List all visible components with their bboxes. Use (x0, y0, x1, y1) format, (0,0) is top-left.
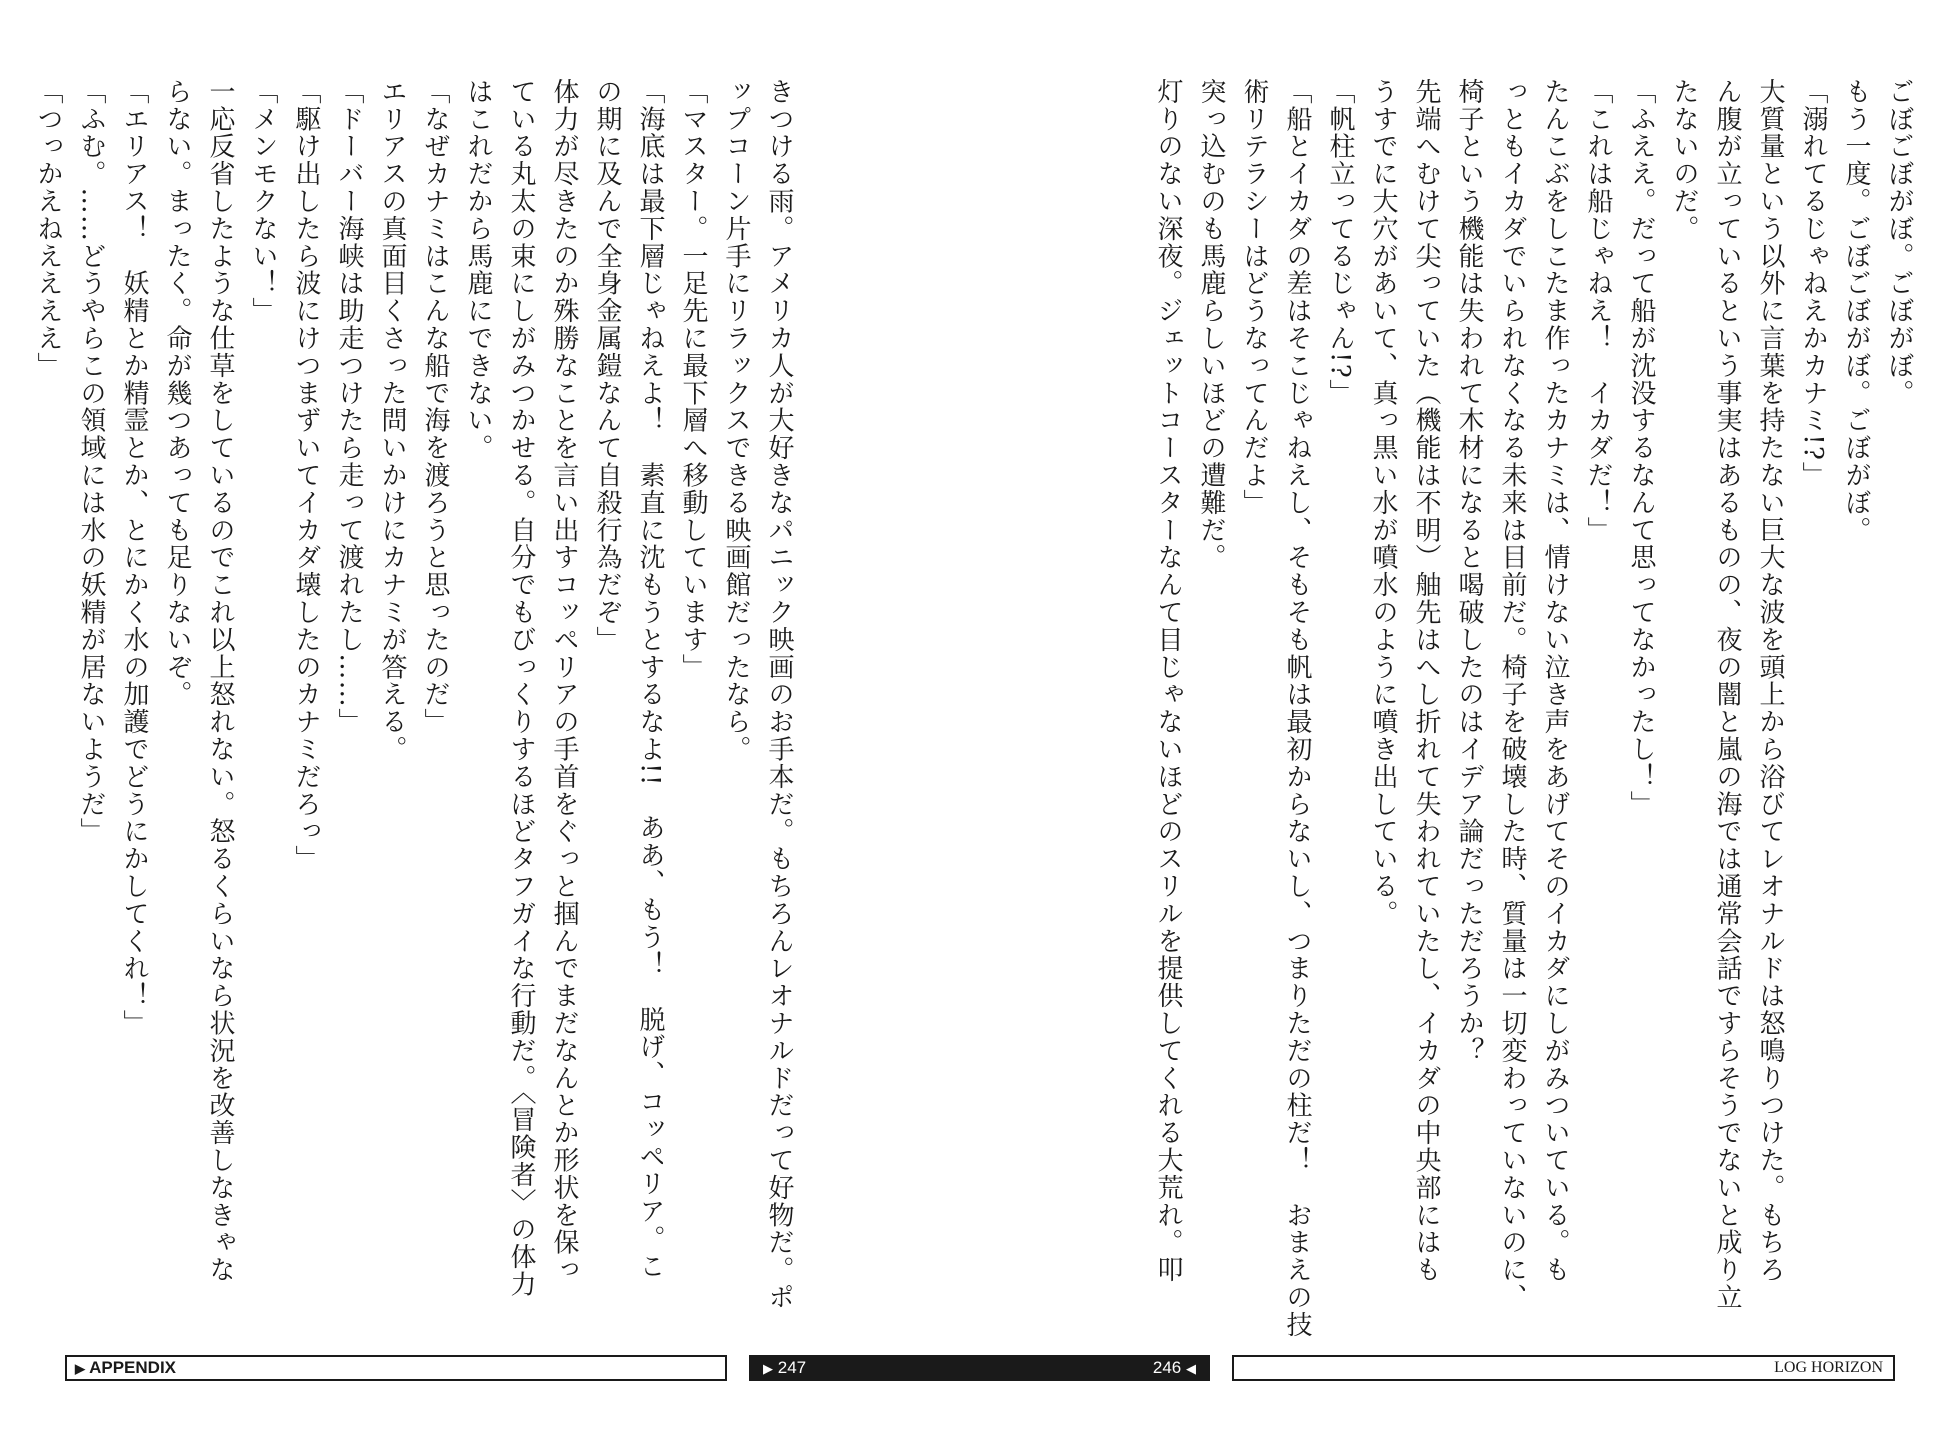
text-line: っともイカダでいられなくなる未来は目前だ。椅子を破壊した時、質量は一切変わっていないのに、 (1497, 78, 1527, 1311)
text-line: 先端へむけて尖っていた（機能は不明）舳先はへし折れて失われていたし、イカダの中央部にはも (1411, 78, 1441, 1284)
text-line: 椅子という機能は失われて木材になると喝破したのはイデア論だっただろうか？ (1454, 78, 1484, 1065)
arrow-right-icon: ▶ (763, 1361, 773, 1376)
text-line: 「船とイカダの差はそこじゃねえし、そもそも帆は最初からないし、つまりただの柱だ！ おまえの技 (1282, 78, 1312, 1339)
text-line: ん腹が立っているという事実はあるものの、夜の闇と嵐の海では通常会話ですらそうでないと成り立 (1712, 78, 1742, 1311)
right-page-text (1153, 78, 1920, 1339)
text-line: ている丸太の束にしがみつかせる。自分でもびっくりするほどタフガイな行動だ。〈冒険者〉の体力 (506, 78, 536, 1298)
right-page (980, 0, 1960, 1438)
footer-left-page-number (749, 1355, 980, 1381)
text-line: 灯りのない深夜。ジェットコースターなんて目じゃないほどのスリルを提供してくれる大荒れ。叩 (1153, 78, 1183, 1284)
text-line: 「これは船じゃねえ！ イカダだ！」 (1583, 78, 1613, 544)
text-line: 「マスター。一足先に最下層へ移動しています」 (678, 78, 708, 681)
text-line: ップコーン片手にリラックスできる映画館だったなら。 (721, 78, 751, 763)
text-line: もう一度。ごぼごぼがぼ。ごぼがぼ。 (1841, 78, 1871, 544)
text-line: 「ドーバー海峡は助走つけたら走って渡れたし……」 (334, 78, 364, 736)
text-line: はこれだから馬鹿にできない。 (463, 78, 493, 462)
text-line: の期に及んで全身金属鎧なんて自殺行為だぞ」 (592, 78, 622, 654)
text-line: 「エリアス！ 妖精とか精霊とか、とにかく水の加護でどうにかしてくれ！」 (119, 78, 149, 1037)
arrow-right-icon: ▶ (75, 1361, 85, 1376)
text-line: 「溺れてるじゃねえかカナミ!?」 (1798, 78, 1828, 489)
text-line: 「駆け出したら波にけつまずいてイカダ壊したのカナミだろっ」 (291, 78, 321, 873)
page-number-246: 246 (1152, 1358, 1182, 1377)
footer-right-page-number (980, 1355, 1210, 1381)
book-title-label: LOG HORIZON (1774, 1359, 1883, 1376)
text-line: ごぼごぼがぼ。ごぼがぼ。 (1884, 78, 1914, 407)
text-line: 体力が尽きたのか殊勝なことを言い出すコッペリアの手首をぐっと掴んでまだなんとか形状を保っ (549, 78, 579, 1284)
text-line: 突っ込むのも馬鹿らしいほどの遭難だ。 (1196, 78, 1226, 572)
text-line: 「メンモクない！」 (248, 78, 278, 325)
left-page-text (33, 78, 800, 1311)
text-line: 大質量という以外に言葉を持たない巨大な波を頭上から浴びてレオナルドは怒鳴りつけた。もちろ (1755, 78, 1785, 1284)
text-line: きつける雨。アメリカ人が大好きなパニック映画のお手本だ。もちろんレオナルドだって好物だ。ポ (764, 78, 794, 1311)
text-line: 「なぜカナミはこんな船で海を渡ろうと思ったのだ」 (420, 78, 450, 736)
page-number-247: 247 (777, 1358, 807, 1377)
text-line: 術リテラシーはどうなってんだよ」 (1239, 78, 1269, 517)
text-line: うすでに大穴があいて、真っ黒い水が噴水のように噴き出している。 (1368, 78, 1398, 928)
text-line: 「ふええ。だって船が沈没するなんて思ってなかったし！」 (1626, 78, 1656, 818)
arrow-left-icon: ◀ (1186, 1361, 1196, 1376)
text-line: 「海底は最下層じゃねえよ！ 素直に沈もうとするなよ!! ああ、もう！ 脱げ、コッペリア。こ (635, 78, 665, 1280)
text-line: 「帆柱立ってるじゃん!?」 (1325, 78, 1355, 407)
text-line: 一応反省したような仕草をしているのでこれ以上怒れない。怒るくらいなら状況を改善しなきゃな (205, 78, 235, 1284)
footer-right-label (1232, 1355, 1895, 1381)
text-line: エリアスの真面目くさった問いかけにカナミが答える。 (377, 78, 407, 763)
text-line: たないのだ。 (1669, 78, 1699, 243)
text-line: 「ふむ。……どうやらこの領域には水の妖精が居ないようだ」 (76, 78, 106, 846)
text-line: 「つっかえねええええ」 (33, 78, 63, 380)
footer-left-label (65, 1355, 727, 1381)
text-line: たんこぶをしこたま作ったカナミは、情けない泣き声をあげてそのイカダにしがみついている。も (1540, 78, 1570, 1284)
appendix-label: APPENDIX (89, 1358, 177, 1377)
text-line: らない。まったく。命が幾つあっても足りないぞ。 (162, 78, 192, 709)
